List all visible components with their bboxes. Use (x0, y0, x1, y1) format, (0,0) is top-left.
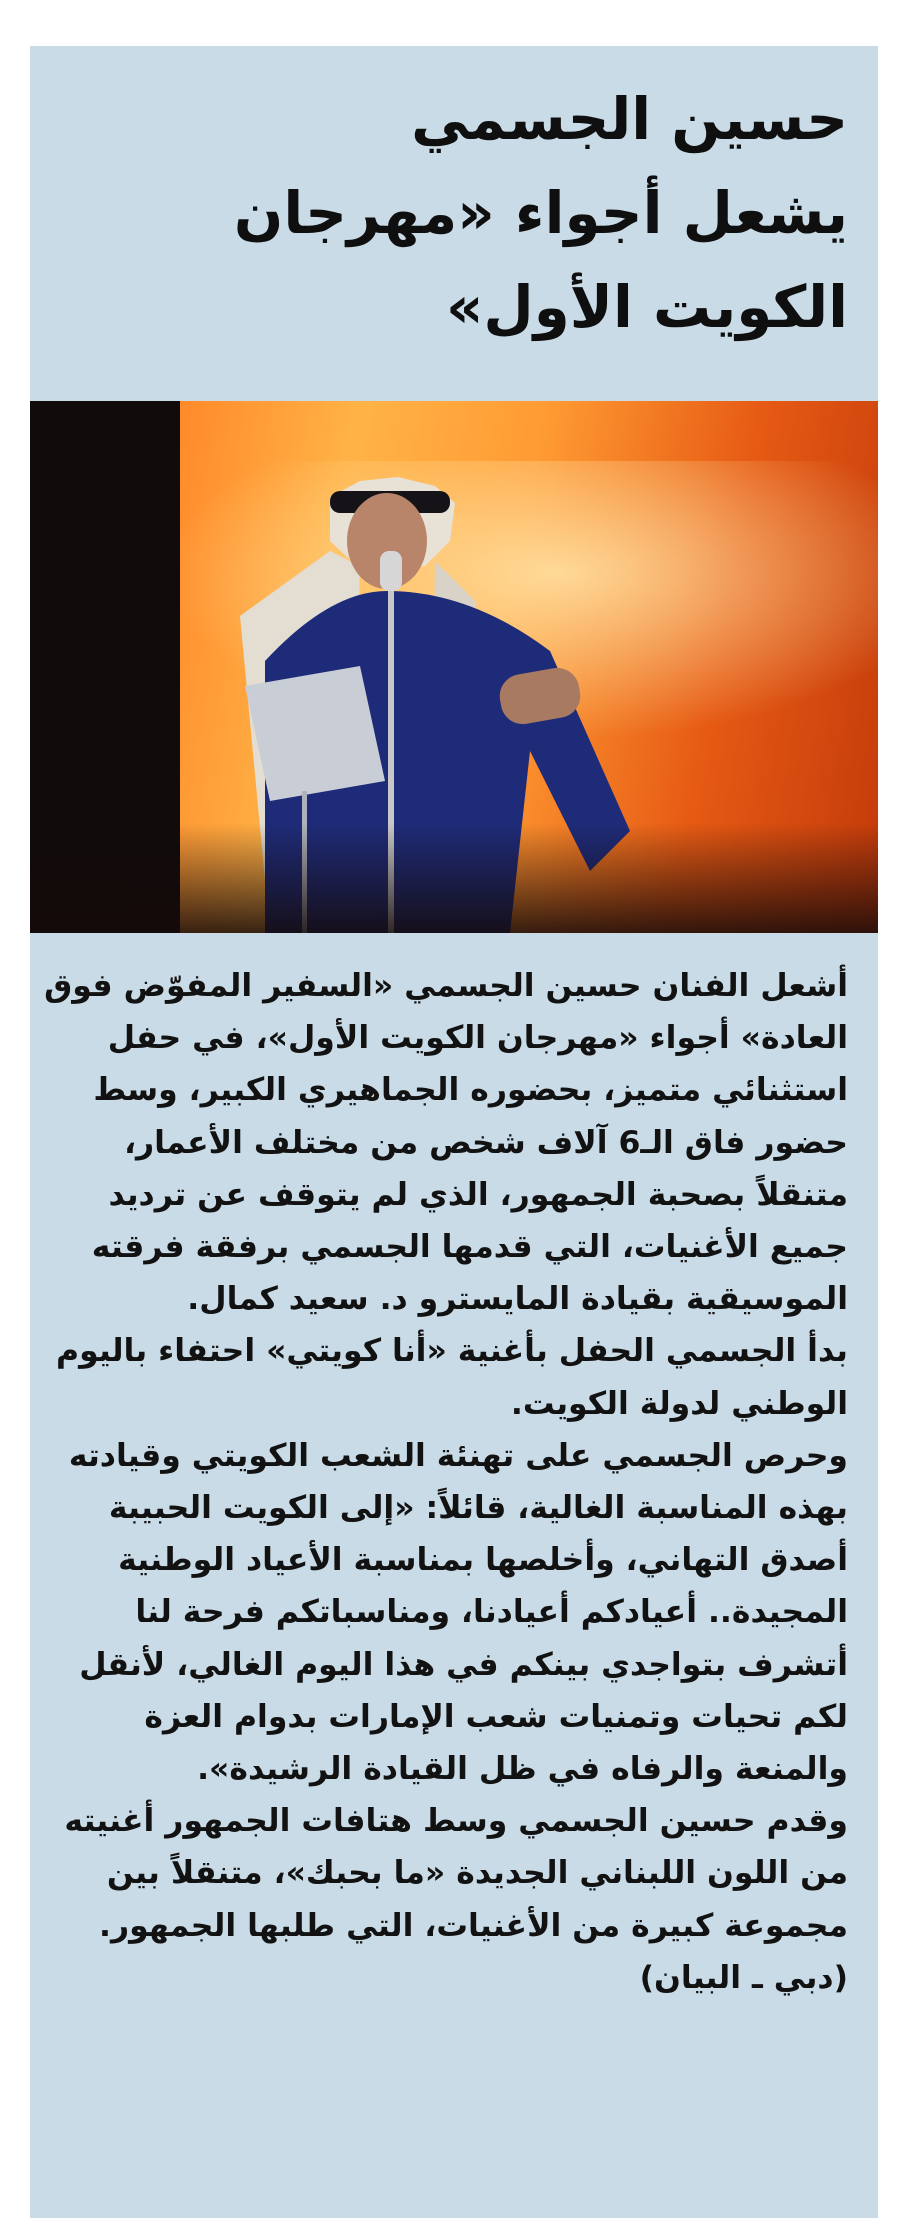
headline-line: يشعل أجواء «مهرجان (233, 179, 848, 247)
body-line: مجموعة كبيرة من الأغنيات، التي طلبها الجمهور. (99, 1907, 848, 1944)
body-line: بدأ الجسمي الحفل بأغنية «أنا كويتي» احتفاء باليوم (56, 1333, 848, 1370)
article-card (30, 46, 878, 2218)
body-line: وقدم حسين الجسمي وسط هتافات الجمهور أغنيته (64, 1803, 848, 1840)
article-photo (30, 401, 878, 933)
body-line: أتشرف بتواجدي بينكم في هذا اليوم الغالي، لأنقل (79, 1646, 848, 1683)
article-headline (60, 72, 848, 354)
microphone (380, 551, 402, 591)
body-line: الموسيقية بقيادة المايسترو د. سعيد كمال. (187, 1281, 848, 1318)
body-line: جميع الأغنيات، التي قدمها الجسمي برفقة فرقته (91, 1229, 848, 1266)
body-line: أصدق التهاني، وأخلصها بمناسبة الأعياد الوطنية (118, 1542, 848, 1579)
article-credit: (دبي ـ البيان) (639, 1959, 848, 1996)
body-line: بهذه المناسبة الغالية، قائلاً: «إلى الكويت الحبيبة (108, 1490, 848, 1527)
body-line: الوطني لدولة الكويت. (510, 1385, 848, 1422)
body-line: لكم تحيات وتمنيات شعب الإمارات بدوام العزة (144, 1698, 848, 1735)
body-line: من اللون اللبناني الجديدة «ما بحبك»، متنقلاً بين (106, 1855, 848, 1892)
body-line: متنقلاً بصحبة الجمهور، الذي لم يتوقف عن ترديد (108, 1176, 848, 1213)
body-line: العادة» أجواء «مهرجان الكويت الأول»، في حفل (107, 1020, 848, 1057)
body-line: المجيدة.. أعيادكم أعيادنا، ومناسباتكم فرحة لنا (135, 1594, 848, 1631)
body-line: وحرص الجسمي على تهنئة الشعب الكويتي وقيادته (68, 1437, 848, 1474)
headline-line: حسين الجسمي (411, 85, 848, 153)
headline-line: الكويت الأول» (445, 273, 848, 341)
stage-floor-shadow (30, 823, 878, 933)
body-line: استثنائي متميز، بحضوره الجماهيري الكبير، وسط (93, 1072, 848, 1109)
article-body (44, 960, 848, 2004)
music-stand (245, 666, 385, 801)
body-line: حضور فاق الـ6 آلاف شخص من مختلف الأعمار، (124, 1124, 848, 1161)
body-line: أشعل الفنان حسين الجسمي «السفير المفوّض فوق (44, 968, 848, 1004)
body-line: والمنعة والرفاه في ظل القيادة الرشيدة». (197, 1751, 848, 1788)
